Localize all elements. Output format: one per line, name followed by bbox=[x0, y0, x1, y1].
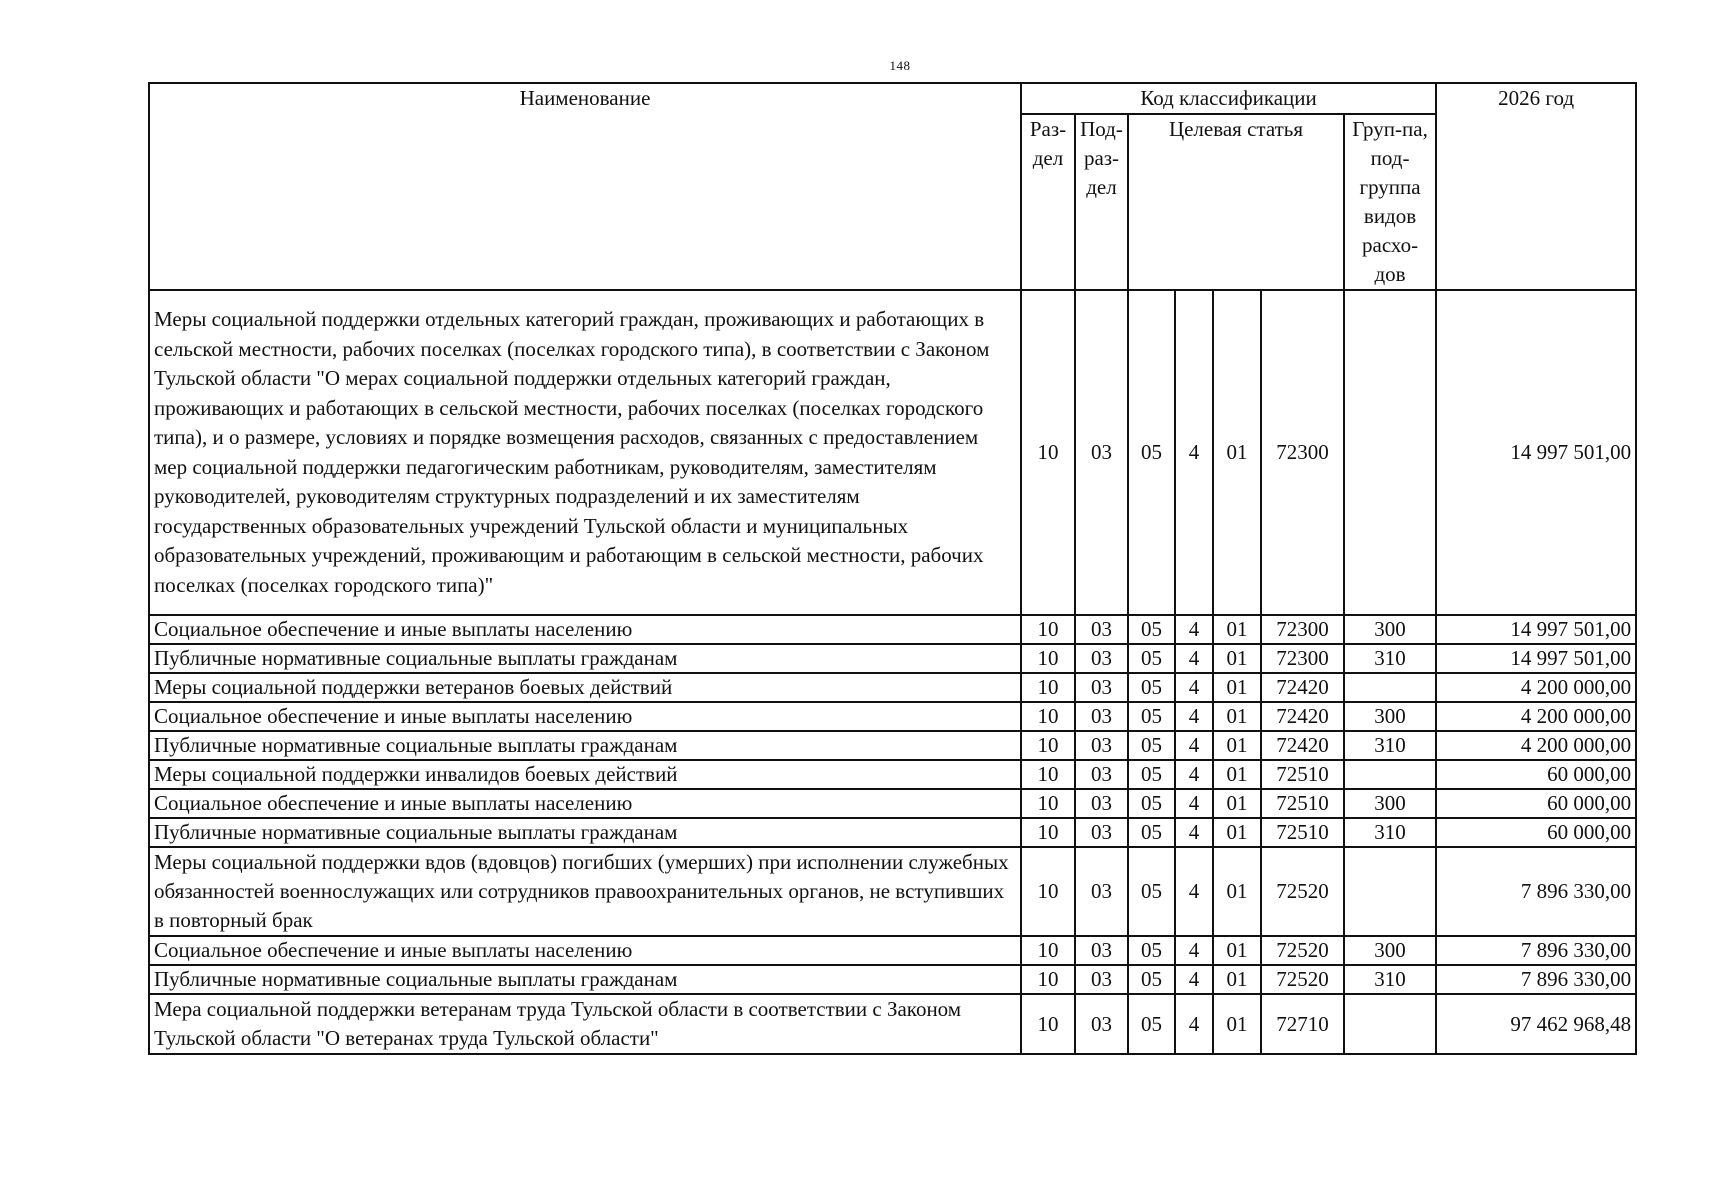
item-name-cell: Меры социальной поддержки отдельных категорий граждан, проживающих и работающих в сельской местности, рабочих поселках (поселках городского типа), в соответствии с Законом Тульской области "О мерах социальной поддержки отдельных категорий граждан, проживающих и работающих в сельской местности, рабочих поселках (поселках городского типа), и о размере, условиях и порядке возмещения расходов, связанных с предоставлением мер социальной поддержки педагогическим работникам, руководителям, заместителям руководителей, руководителям структурных подразделений и их заместителям государственных образовательных учреждений Тульской области и муниципальных образовательных учреждений, проживающим и работающим в сельской местности, рабочих поселках (поселках городского типа)" bbox=[149, 290, 1021, 615]
target-code-4-cell: 72300 bbox=[1261, 615, 1344, 644]
header-podrazdel: Под-раз-дел bbox=[1075, 114, 1128, 290]
target-code-3-cell: 01 bbox=[1213, 673, 1261, 702]
razdel-cell: 10 bbox=[1021, 847, 1075, 936]
target-code-4-cell: 72420 bbox=[1261, 702, 1344, 731]
target-code-4-cell: 72520 bbox=[1261, 847, 1344, 936]
podrazdel-cell: 03 bbox=[1075, 615, 1128, 644]
target-code-2-cell: 4 bbox=[1175, 702, 1213, 731]
podrazdel-cell: 03 bbox=[1075, 290, 1128, 615]
amount-cell: 14 997 501,00 bbox=[1436, 644, 1636, 673]
table-row bbox=[149, 818, 1636, 847]
table-row bbox=[149, 847, 1636, 936]
page-number: 148 bbox=[889, 58, 911, 73]
target-code-4-cell: 72510 bbox=[1261, 789, 1344, 818]
podrazdel-cell: 03 bbox=[1075, 994, 1128, 1054]
target-code-4-cell: 72300 bbox=[1261, 290, 1344, 615]
target-code-1-cell: 05 bbox=[1128, 936, 1175, 965]
target-code-2-cell: 4 bbox=[1175, 847, 1213, 936]
podrazdel-cell: 03 bbox=[1075, 702, 1128, 731]
amount-cell: 4 200 000,00 bbox=[1436, 731, 1636, 760]
target-code-2-cell: 4 bbox=[1175, 818, 1213, 847]
target-code-2-cell: 4 bbox=[1175, 615, 1213, 644]
target-code-1-cell: 05 bbox=[1128, 847, 1175, 936]
target-code-4-cell: 72510 bbox=[1261, 818, 1344, 847]
expense-group-cell bbox=[1344, 847, 1436, 936]
expense-group-cell: 310 bbox=[1344, 965, 1436, 994]
amount-cell: 60 000,00 bbox=[1436, 818, 1636, 847]
table-row bbox=[149, 789, 1636, 818]
item-name-cell: Меры социальной поддержки ветеранов боевых действий bbox=[149, 673, 1021, 702]
target-code-3-cell: 01 bbox=[1213, 994, 1261, 1054]
target-code-1-cell: 05 bbox=[1128, 644, 1175, 673]
target-code-4-cell: 72420 bbox=[1261, 673, 1344, 702]
amount-cell: 7 896 330,00 bbox=[1436, 936, 1636, 965]
target-code-4-cell: 72520 bbox=[1261, 965, 1344, 994]
razdel-cell: 10 bbox=[1021, 936, 1075, 965]
target-code-2-cell: 4 bbox=[1175, 936, 1213, 965]
podrazdel-cell: 03 bbox=[1075, 965, 1128, 994]
razdel-cell: 10 bbox=[1021, 644, 1075, 673]
item-name-cell: Социальное обеспечение и иные выплаты населению bbox=[149, 702, 1021, 731]
target-code-3-cell: 01 bbox=[1213, 847, 1261, 936]
header-code-group: Код классификации bbox=[1021, 83, 1436, 114]
target-code-3-cell: 01 bbox=[1213, 936, 1261, 965]
amount-cell: 60 000,00 bbox=[1436, 760, 1636, 789]
expense-group-cell: 300 bbox=[1344, 702, 1436, 731]
podrazdel-cell: 03 bbox=[1075, 818, 1128, 847]
table-row bbox=[149, 644, 1636, 673]
razdel-cell: 10 bbox=[1021, 789, 1075, 818]
amount-cell: 14 997 501,00 bbox=[1436, 615, 1636, 644]
razdel-cell: 10 bbox=[1021, 673, 1075, 702]
podrazdel-cell: 03 bbox=[1075, 789, 1128, 818]
item-name-cell: Социальное обеспечение и иные выплаты населению bbox=[149, 936, 1021, 965]
target-code-3-cell: 01 bbox=[1213, 644, 1261, 673]
table-row bbox=[149, 936, 1636, 965]
table-row bbox=[149, 760, 1636, 789]
target-code-2-cell: 4 bbox=[1175, 644, 1213, 673]
target-code-1-cell: 05 bbox=[1128, 994, 1175, 1054]
podrazdel-cell: 03 bbox=[1075, 731, 1128, 760]
item-name-cell: Мера социальной поддержки ветеранам труда Тульской области в соответствии с Законом Тульской области "О ветеранах труда Тульской области" bbox=[149, 994, 1021, 1054]
expense-group-cell bbox=[1344, 290, 1436, 615]
amount-cell: 97 462 968,48 bbox=[1436, 994, 1636, 1054]
target-code-1-cell: 05 bbox=[1128, 290, 1175, 615]
target-code-3-cell: 01 bbox=[1213, 615, 1261, 644]
item-name-cell: Публичные нормативные социальные выплаты гражданам bbox=[149, 818, 1021, 847]
razdel-cell: 10 bbox=[1021, 702, 1075, 731]
expense-group-cell: 300 bbox=[1344, 936, 1436, 965]
item-name-cell: Публичные нормативные социальные выплаты гражданам bbox=[149, 965, 1021, 994]
target-code-3-cell: 01 bbox=[1213, 290, 1261, 615]
amount-cell: 4 200 000,00 bbox=[1436, 673, 1636, 702]
target-code-3-cell: 01 bbox=[1213, 702, 1261, 731]
podrazdel-cell: 03 bbox=[1075, 847, 1128, 936]
expense-group-cell: 300 bbox=[1344, 615, 1436, 644]
amount-cell: 7 896 330,00 bbox=[1436, 847, 1636, 936]
item-name-cell: Публичные нормативные социальные выплаты гражданам bbox=[149, 644, 1021, 673]
razdel-cell: 10 bbox=[1021, 760, 1075, 789]
item-name-cell: Меры социальной поддержки инвалидов боевых действий bbox=[149, 760, 1021, 789]
podrazdel-cell: 03 bbox=[1075, 644, 1128, 673]
target-code-2-cell: 4 bbox=[1175, 731, 1213, 760]
razdel-cell: 10 bbox=[1021, 731, 1075, 760]
item-name-cell: Меры социальной поддержки вдов (вдовцов) погибших (умерших) при исполнении служебных обязанностей военнослужащих или сотрудников правоохранительных органов, не вступивших в повторный брак bbox=[149, 847, 1021, 936]
target-code-3-cell: 01 bbox=[1213, 731, 1261, 760]
header-target: Целевая статья bbox=[1128, 114, 1344, 290]
target-code-2-cell: 4 bbox=[1175, 673, 1213, 702]
item-name-cell: Социальное обеспечение и иные выплаты населению bbox=[149, 615, 1021, 644]
header-year: 2026 год bbox=[1436, 83, 1636, 290]
header-group: Груп-па, под-группа видов расхо-дов bbox=[1344, 114, 1436, 290]
podrazdel-cell: 03 bbox=[1075, 936, 1128, 965]
amount-cell: 7 896 330,00 bbox=[1436, 965, 1636, 994]
table-row bbox=[149, 731, 1636, 760]
target-code-1-cell: 05 bbox=[1128, 789, 1175, 818]
expense-group-cell: 300 bbox=[1344, 789, 1436, 818]
target-code-2-cell: 4 bbox=[1175, 789, 1213, 818]
target-code-2-cell: 4 bbox=[1175, 760, 1213, 789]
table-row bbox=[149, 702, 1636, 731]
amount-cell: 4 200 000,00 bbox=[1436, 702, 1636, 731]
target-code-3-cell: 01 bbox=[1213, 789, 1261, 818]
target-code-1-cell: 05 bbox=[1128, 965, 1175, 994]
expense-group-cell: 310 bbox=[1344, 818, 1436, 847]
budget-table bbox=[148, 82, 1637, 1055]
expense-group-cell bbox=[1344, 760, 1436, 789]
table-row bbox=[149, 615, 1636, 644]
table-body bbox=[149, 290, 1636, 1054]
podrazdel-cell: 03 bbox=[1075, 673, 1128, 702]
razdel-cell: 10 bbox=[1021, 615, 1075, 644]
expense-group-cell bbox=[1344, 994, 1436, 1054]
amount-cell: 60 000,00 bbox=[1436, 789, 1636, 818]
target-code-1-cell: 05 bbox=[1128, 615, 1175, 644]
item-name-cell: Социальное обеспечение и иные выплаты населению bbox=[149, 789, 1021, 818]
razdel-cell: 10 bbox=[1021, 994, 1075, 1054]
header-razdel: Раз-дел bbox=[1021, 114, 1075, 290]
target-code-2-cell: 4 bbox=[1175, 290, 1213, 615]
razdel-cell: 10 bbox=[1021, 965, 1075, 994]
target-code-2-cell: 4 bbox=[1175, 965, 1213, 994]
razdel-cell: 10 bbox=[1021, 290, 1075, 615]
razdel-cell: 10 bbox=[1021, 818, 1075, 847]
target-code-1-cell: 05 bbox=[1128, 731, 1175, 760]
target-code-1-cell: 05 bbox=[1128, 702, 1175, 731]
target-code-1-cell: 05 bbox=[1128, 673, 1175, 702]
target-code-4-cell: 72710 bbox=[1261, 994, 1344, 1054]
target-code-3-cell: 01 bbox=[1213, 965, 1261, 994]
expense-group-cell bbox=[1344, 673, 1436, 702]
expense-group-cell: 310 bbox=[1344, 644, 1436, 673]
target-code-4-cell: 72300 bbox=[1261, 644, 1344, 673]
target-code-1-cell: 05 bbox=[1128, 818, 1175, 847]
table-row bbox=[149, 965, 1636, 994]
target-code-3-cell: 01 bbox=[1213, 818, 1261, 847]
target-code-4-cell: 72510 bbox=[1261, 760, 1344, 789]
target-code-1-cell: 05 bbox=[1128, 760, 1175, 789]
table-row bbox=[149, 994, 1636, 1054]
expense-group-cell: 310 bbox=[1344, 731, 1436, 760]
target-code-2-cell: 4 bbox=[1175, 994, 1213, 1054]
table-row bbox=[149, 290, 1636, 615]
table-header bbox=[149, 83, 1636, 290]
target-code-4-cell: 72420 bbox=[1261, 731, 1344, 760]
amount-cell: 14 997 501,00 bbox=[1436, 290, 1636, 615]
item-name-cell: Публичные нормативные социальные выплаты гражданам bbox=[149, 731, 1021, 760]
target-code-4-cell: 72520 bbox=[1261, 936, 1344, 965]
header-name: Наименование bbox=[149, 83, 1021, 290]
table-row bbox=[149, 673, 1636, 702]
target-code-3-cell: 01 bbox=[1213, 760, 1261, 789]
podrazdel-cell: 03 bbox=[1075, 760, 1128, 789]
